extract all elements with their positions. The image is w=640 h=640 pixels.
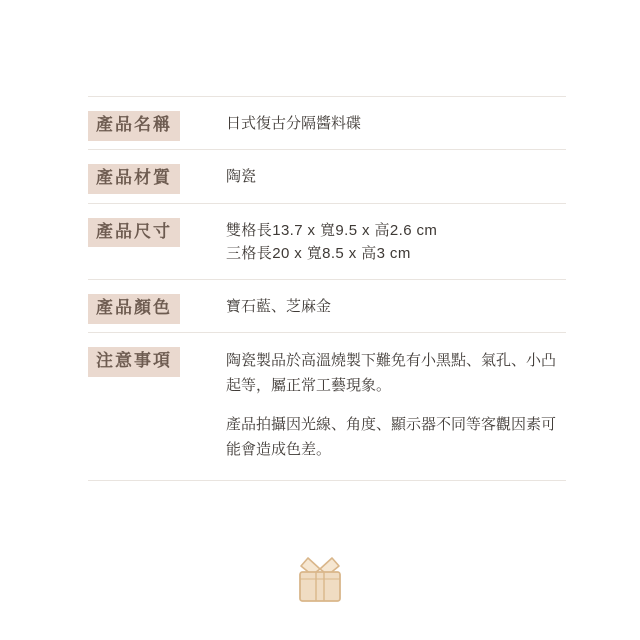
- label-chip-material: 產品材質: [88, 164, 180, 194]
- note-paragraph: 產品拍攝因光線、角度、顯示器不同等客觀因素可能會造成色差。: [226, 415, 557, 458]
- value-line: 陶瓷: [226, 168, 257, 186]
- label-chip-notes: 注意事項: [88, 347, 180, 377]
- table-row: [88, 203, 566, 280]
- row-value-notes: [204, 333, 566, 480]
- row-label-cell: [88, 150, 204, 194]
- row-value-dimensions: [204, 204, 566, 280]
- label-chip-product-name: 產品名稱: [88, 111, 180, 141]
- table-row: [88, 279, 566, 332]
- row-value-product-name: [204, 97, 566, 149]
- value-line: 日式復古分隔醬料碟: [226, 115, 362, 132]
- note-paragraph: 陶瓷製品於高溫燒製下難免有小黑點、氣孔、小凸起等，屬正常工藝現象。: [226, 352, 557, 394]
- row-value-material: [204, 150, 566, 202]
- row-label-cell: [88, 333, 204, 377]
- table-row: [88, 96, 566, 149]
- label-chip-color: 產品顏色: [88, 294, 180, 324]
- package-box-icon: [291, 552, 349, 613]
- row-value-color: [204, 280, 566, 332]
- value-line: 三格長20 x 寬8.5 x 高3 cm: [226, 244, 411, 262]
- label-chip-dimensions: 產品尺寸: [88, 218, 180, 248]
- row-label-cell: [88, 97, 204, 141]
- value-line: 寶石藍、芝麻金: [226, 298, 332, 315]
- footer: [0, 552, 640, 613]
- table-row: [88, 332, 566, 481]
- row-label-cell: [88, 204, 204, 248]
- table-row: [88, 149, 566, 202]
- product-spec-table: [88, 96, 566, 481]
- value-line: 雙格長13.7 x 寬9.5 x 高2.6 cm: [226, 221, 438, 239]
- row-label-cell: [88, 280, 204, 324]
